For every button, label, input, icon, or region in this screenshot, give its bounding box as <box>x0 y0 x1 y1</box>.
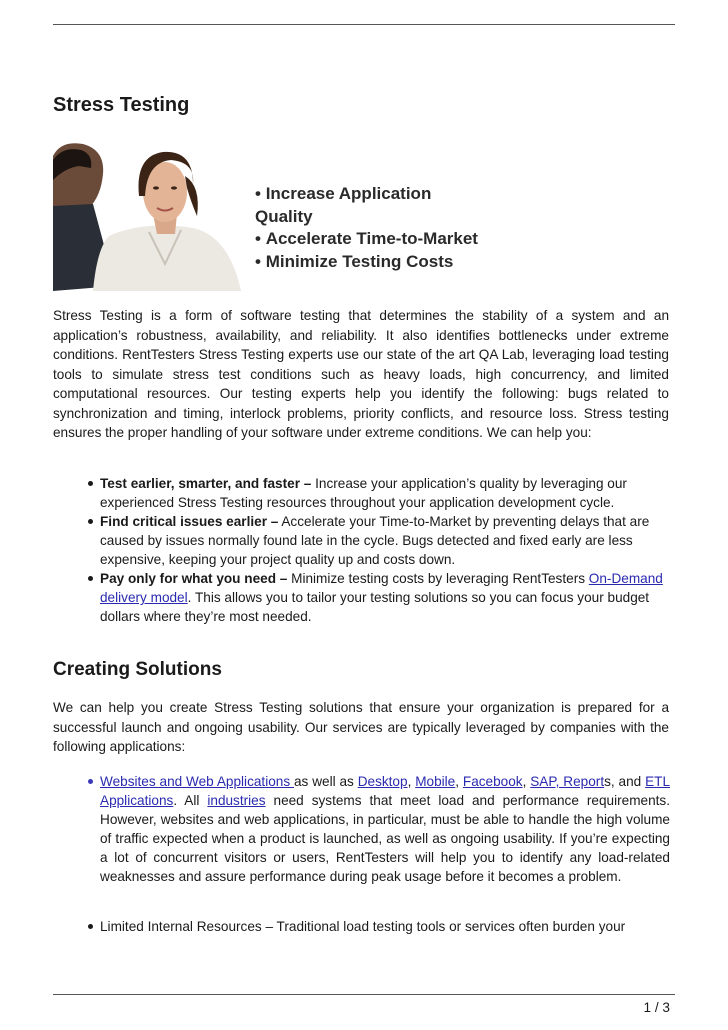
footer-rule <box>53 994 675 995</box>
list-item <box>88 772 670 886</box>
list-item-text: need systems that meet load and performance requirements. However, websites and web applications, in particular, must be able to handle the high volume of traffic expected when a product is launched, as well as ongoing usability. If you’re expecting a lot of concurrent visitors or users, RentTesters will help you to identify any load-related weaknesses and assure performance during peak usage before it becomes a problem. <box>100 793 670 884</box>
on-demand-delivery-link[interactable]: On-Demand delivery model <box>100 571 663 605</box>
businesswoman-photo <box>53 136 253 291</box>
list-item-text: . This allows you to tailor your testing solutions so you can focus your budget dollars where they’re most needed. <box>100 590 650 624</box>
page-number: 1 / 3 <box>643 1000 670 1015</box>
list-item-text: s, and <box>604 774 646 789</box>
section-title: Creating Solutions <box>53 659 222 680</box>
separator: , <box>407 774 416 789</box>
list-item-text: Accelerate your Time-to-Market by preventing delays that are caused by issues normally found late in the cycle. Bugs detected and fixed early are less expensive, keeping your project quality up and costs down. <box>100 514 650 567</box>
list-item-text: . All <box>173 793 208 808</box>
separator: , <box>455 774 463 789</box>
header-rule <box>53 24 675 25</box>
mobile-link[interactable]: Mobile <box>415 774 456 789</box>
page-title: Stress Testing <box>53 94 190 116</box>
list-item: Limited Internal Resources – Traditional load testing tools or services often burden your <box>88 917 670 936</box>
desktop-link[interactable]: Desktop <box>357 774 408 789</box>
hero-bullet-list <box>255 183 493 273</box>
list-item <box>88 569 670 626</box>
hero-bullet: • Minimize Testing Costs <box>255 251 493 274</box>
hero-bullet: • Increase Application Quality <box>255 183 493 228</box>
list-item <box>88 512 670 569</box>
solutions-paragraph: We can help you create Stress Testing solutions that ensure your organization is prepared for a successful launch and ongoing usability. Our services are typically leveraged by companies with the following applications: <box>53 700 669 754</box>
etl-applications-link[interactable]: ETL Applications <box>100 774 671 808</box>
separator: , <box>522 774 531 789</box>
sap-reports-link[interactable]: SAP, Report <box>530 774 605 789</box>
hero-bullet: • Accelerate Time-to-Market <box>255 228 493 251</box>
websites-link[interactable]: Websites and Web Applications <box>100 774 294 789</box>
list-item <box>88 474 670 512</box>
list-item-lead: Test earlier, smarter, and faster – <box>100 476 312 491</box>
hero-banner <box>53 136 493 291</box>
list-item-text: as well as <box>294 774 358 789</box>
list-item-lead: Find critical issues earlier – <box>100 514 279 529</box>
facebook-link[interactable]: Facebook <box>462 774 523 789</box>
industries-link[interactable]: industries <box>207 793 266 808</box>
resources-list <box>88 917 670 936</box>
applications-list <box>88 772 670 886</box>
list-item-lead: Pay only for what you need – <box>100 571 288 586</box>
list-item-text: Increase your application’s quality by leveraging our experienced Stress Testing resources throughout your application development cycle. <box>100 476 627 510</box>
intro-paragraph: Stress Testing is a form of software testing that determines the stability of a system and an application’s robustness, availability, and reliability. It also identifies bottlenecks under extreme conditions. RentTesters Stress Testing experts use our state of the art QA Lab, leveraging load testing tools to simulate stress test conditions such as heavy loads, high concurrency, and limited computational resources. Our testing experts help you identify the following: bugs related to synchronization and timing, interlock problems, priority conflicts, and resource loss. Stress testing ensures the proper handling of your software under extreme conditions. We can help you: <box>53 308 669 440</box>
benefits-list <box>88 474 670 626</box>
list-item-text: Minimize testing costs by leveraging RentTesters <box>287 571 589 586</box>
